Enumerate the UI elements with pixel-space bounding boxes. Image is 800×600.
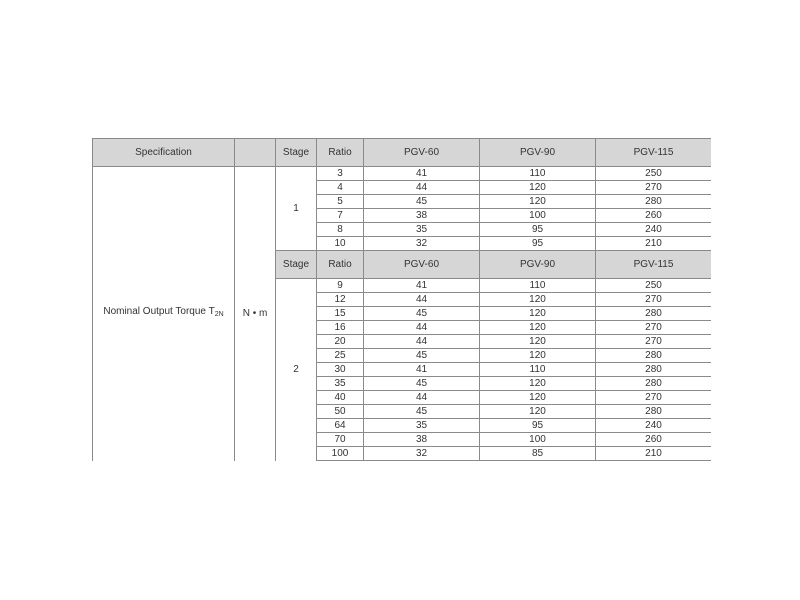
pgv-60-value: 41	[364, 167, 480, 181]
ratio-cell: 100	[317, 447, 364, 461]
pgv-115-value: 280	[596, 405, 712, 419]
pgv-115-value: 270	[596, 335, 712, 349]
pgv-90-value: 120	[480, 405, 596, 419]
ratio-cell: 50	[317, 405, 364, 419]
ratio-cell: 7	[317, 209, 364, 223]
pgv-115-value: 280	[596, 377, 712, 391]
table-header-row	[93, 139, 712, 167]
pgv-115-value: 270	[596, 321, 712, 335]
header-pgv-90-2: PGV-90	[480, 251, 596, 279]
pgv-90-value: 120	[480, 349, 596, 363]
pgv-115-value: 210	[596, 447, 712, 461]
pgv-60-value: 45	[364, 377, 480, 391]
pgv-90-value: 100	[480, 209, 596, 223]
header-pgv-60-2: PGV-60	[364, 251, 480, 279]
stage-2-cell: 2	[276, 279, 317, 461]
pgv-90-value: 120	[480, 307, 596, 321]
ratio-cell: 16	[317, 321, 364, 335]
pgv-60-value: 35	[364, 223, 480, 237]
pgv-90-value: 110	[480, 279, 596, 293]
pgv-90-value: 120	[480, 181, 596, 195]
pgv-115-value: 280	[596, 363, 712, 377]
pgv-90-value: 120	[480, 377, 596, 391]
table-row	[93, 167, 712, 181]
header-pgv-115-2: PGV-115	[596, 251, 712, 279]
header-pgv-60: PGV-60	[364, 139, 480, 167]
pgv-60-value: 38	[364, 209, 480, 223]
pgv-60-value: 45	[364, 307, 480, 321]
ratio-cell: 12	[317, 293, 364, 307]
pgv-115-value: 280	[596, 349, 712, 363]
pgv-115-value: 270	[596, 293, 712, 307]
pgv-115-value: 280	[596, 307, 712, 321]
ratio-cell: 3	[317, 167, 364, 181]
pgv-90-value: 120	[480, 391, 596, 405]
spec-table-container	[92, 138, 711, 462]
ratio-cell: 15	[317, 307, 364, 321]
pgv-115-value: 240	[596, 419, 712, 433]
pgv-115-value: 270	[596, 181, 712, 195]
pgv-90-value: 110	[480, 363, 596, 377]
pgv-60-value: 35	[364, 419, 480, 433]
spec-name-cell	[93, 167, 235, 461]
pgv-115-value: 260	[596, 209, 712, 223]
pgv-60-value: 45	[364, 405, 480, 419]
ratio-cell: 70	[317, 433, 364, 447]
ratio-cell: 8	[317, 223, 364, 237]
header-specification: Specification	[93, 139, 235, 167]
pgv-90-value: 85	[480, 447, 596, 461]
pgv-115-value: 240	[596, 223, 712, 237]
ratio-cell: 10	[317, 237, 364, 251]
pgv-90-value: 120	[480, 293, 596, 307]
pgv-90-value: 95	[480, 419, 596, 433]
stage-1-cell: 1	[276, 167, 317, 251]
pgv-60-value: 44	[364, 181, 480, 195]
ratio-cell: 5	[317, 195, 364, 209]
pgv-60-value: 45	[364, 195, 480, 209]
pgv-115-value: 250	[596, 167, 712, 181]
header-ratio-2: Ratio	[317, 251, 364, 279]
pgv-115-value: 280	[596, 195, 712, 209]
ratio-cell: 64	[317, 419, 364, 433]
ratio-cell: 20	[317, 335, 364, 349]
pgv-60-value: 32	[364, 237, 480, 251]
pgv-60-value: 44	[364, 335, 480, 349]
spec-name-subscript: 2N	[214, 311, 224, 319]
pgv-115-value: 250	[596, 279, 712, 293]
ratio-cell: 9	[317, 279, 364, 293]
spec-name-label: Nominal Output Torque T	[103, 306, 215, 318]
header-unit	[235, 139, 276, 167]
pgv-115-value: 270	[596, 391, 712, 405]
pgv-60-value: 44	[364, 391, 480, 405]
header-pgv-90: PGV-90	[480, 139, 596, 167]
ratio-cell: 25	[317, 349, 364, 363]
pgv-90-value: 110	[480, 167, 596, 181]
ratio-cell: 30	[317, 363, 364, 377]
header-stage-2: Stage	[276, 251, 317, 279]
pgv-60-value: 32	[364, 447, 480, 461]
pgv-90-value: 95	[480, 237, 596, 251]
pgv-90-value: 100	[480, 433, 596, 447]
pgv-115-value: 210	[596, 237, 712, 251]
torque-spec-table	[92, 138, 711, 461]
pgv-90-value: 120	[480, 321, 596, 335]
pgv-90-value: 120	[480, 335, 596, 349]
pgv-90-value: 95	[480, 223, 596, 237]
pgv-60-value: 44	[364, 321, 480, 335]
pgv-60-value: 41	[364, 363, 480, 377]
pgv-90-value: 120	[480, 195, 596, 209]
pgv-60-value: 38	[364, 433, 480, 447]
pgv-60-value: 44	[364, 293, 480, 307]
header-stage: Stage	[276, 139, 317, 167]
ratio-cell: 40	[317, 391, 364, 405]
pgv-60-value: 45	[364, 349, 480, 363]
header-ratio: Ratio	[317, 139, 364, 167]
ratio-cell: 4	[317, 181, 364, 195]
unit-cell: N • m	[235, 167, 276, 461]
header-pgv-115: PGV-115	[596, 139, 712, 167]
ratio-cell: 35	[317, 377, 364, 391]
pgv-115-value: 260	[596, 433, 712, 447]
pgv-60-value: 41	[364, 279, 480, 293]
